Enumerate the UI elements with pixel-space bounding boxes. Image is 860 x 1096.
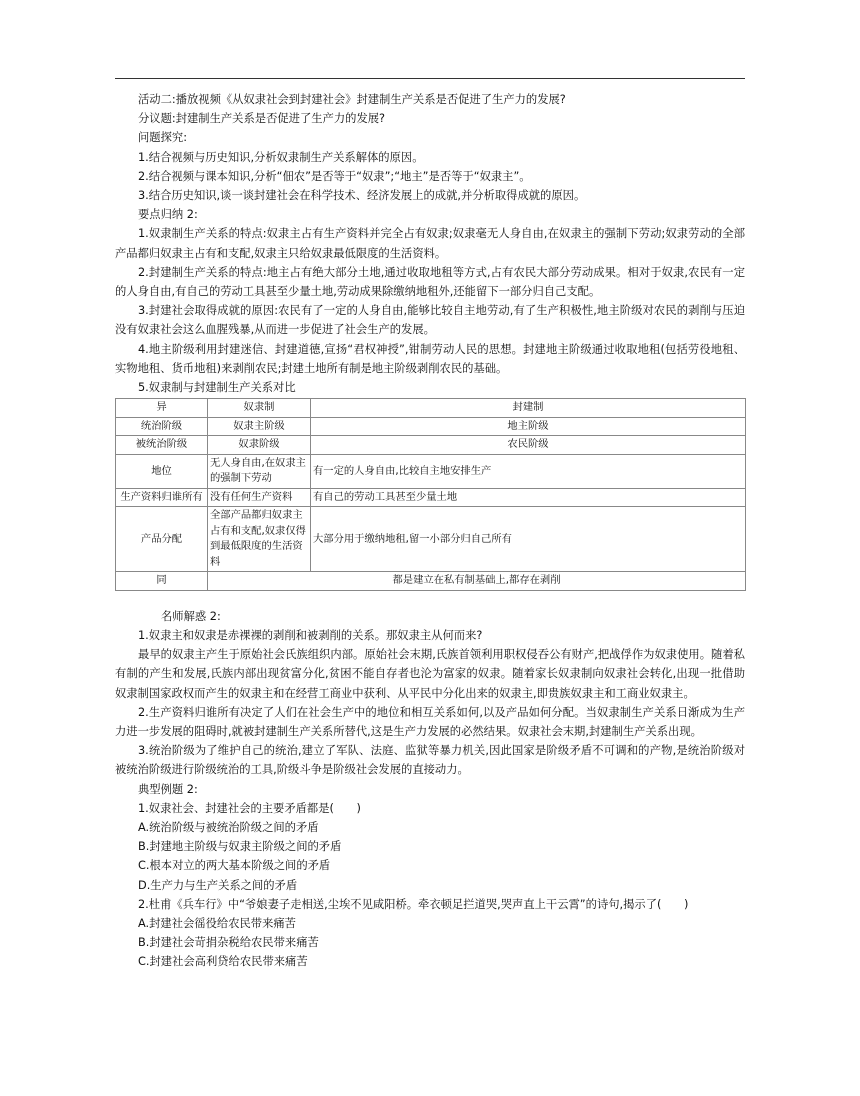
row-label: 被统治阶级: [116, 436, 208, 455]
feudal-cell: 大部分用于缴纳地租,留一小部分归自己所有: [311, 507, 746, 572]
activity-title: 活动二:播放视频《从奴隶社会到封建社会》封建制生产关系是否促进了生产力的发展?: [138, 93, 566, 106]
document-body: [115, 90, 745, 972]
slavery-cell: 无人身自由,在奴隶主的强制下劳动: [208, 454, 311, 488]
table-row: [116, 507, 746, 572]
table-header-cell: 奴隶制: [208, 399, 311, 418]
example-question: 2.杜甫《兵车行》中“爷娘妻子走相送,尘埃不见咸阳桥。牵衣顿足拦道哭,哭声直上干云霄”的诗句,揭示了( ): [138, 897, 689, 911]
teacher-paragraph: 最早的奴隶主产生于原始社会氏族组织内部。原始社会末期,氏族首领利用职权侵吞公有财产,把战俘作为奴隶使用。随着私有制的产生和发展,氏族内部出现贫富分化,贫困不能自存者也沦为富家的奴隶。随着家长奴隶制向奴隶社会转化,出现一批借助奴隶制国家政权而产生的奴隶主和在经营工商业中获利、从平民中分化出来的奴隶主,即贵族奴隶主和工商业奴隶主。: [115, 648, 745, 700]
row-label: 生产资料归谁所有: [116, 488, 208, 507]
slavery-cell: 没有任何生产资料: [208, 488, 311, 507]
slavery-cell: 奴隶阶级: [208, 436, 311, 455]
examples-heading: 典型例题 2:: [138, 782, 198, 796]
table-row: [116, 436, 746, 455]
inquiry-question: 3.结合历史知识,谈一谈封建社会在科学技术、经济发展上的成就,并分析取得成就的原因。: [138, 189, 586, 203]
example-option: C.根本对立的两大基本阶级之间的矛盾: [138, 859, 331, 873]
inquiry-question: 1.结合视频与历史知识,分析奴隶制生产关系解体的原因。: [138, 150, 424, 164]
slavery-cell: 奴隶主阶级: [208, 417, 311, 436]
summary-point: 3.封建社会取得成就的原因:农民有了一定的人身自由,能够比较自主地劳动,有了生产积极性,地主阶级对农民的剥削与压迫没有奴隶社会这么血腥残暴,从而进一步促进了社会生产的发展。: [115, 304, 745, 337]
example-question: 1.奴隶社会、封建社会的主要矛盾都是( ): [138, 801, 361, 815]
teacher-paragraph: 1.奴隶主和奴隶是赤裸裸的剥削和被剥削的关系。那奴隶主从何而来?: [138, 628, 483, 642]
example-option: A.统治阶级与被统治阶级之间的矛盾: [138, 820, 319, 834]
activity-subtopic: 分议题:封建制生产关系是否促进了生产力的发展?: [138, 112, 386, 126]
feudal-cell: 有自己的劳动工具甚至少量土地: [311, 488, 746, 507]
header-rule: [115, 78, 745, 79]
summary-point: 2.封建制生产关系的特点:地主占有绝大部分土地,通过收取地租等方式,占有农民大部分劳动成果。相对于奴隶,农民有一定的人身自由,有自己的劳动工具甚至少量土地,劳动成果除缴纳地租外,还能留下一部分归自己支配。: [115, 265, 745, 299]
example-option: B.封建社会苛捐杂税给农民带来痛苦: [138, 936, 319, 950]
table-row: [116, 488, 746, 507]
teacher-heading: 名师解惑 2:: [161, 609, 221, 623]
row-label: 产品分配: [116, 507, 208, 572]
example-option: D.生产力与生产关系之间的矛盾: [138, 878, 298, 892]
teacher-paragraph: 2.生产资料归谁所有决定了人们在社会生产中的地位和相互关系如何,以及产品如何分配。当奴隶制生产关系日渐成为生产力进一步发展的阻碍时,就被封建制生产关系所替代,这是生产力发展的必然结果。奴隶社会末期,封建制生产关系出现。: [115, 705, 745, 738]
same-text: 都是建立在私有制基础上,都存在剥削: [208, 572, 746, 591]
example-option: A.封建社会徭役给农民带来痛苦: [138, 917, 296, 930]
row-label: 地位: [116, 454, 208, 488]
slavery-cell: 全部产品都归奴隶主占有和支配,奴隶仅得到最低限度的生活资料: [208, 507, 311, 572]
row-label: 统治阶级: [116, 417, 208, 436]
table-header-cell: 异: [116, 399, 208, 418]
teacher-paragraph: 3.统治阶级为了维护自己的统治,建立了军队、法庭、监狱等暴力机关,因此国家是阶级矛盾不可调和的产物,是统治阶级对被统治阶级进行阶级统治的工具,阶级斗争是阶级社会发展的直接动力。: [115, 744, 745, 777]
comparison-table: [115, 398, 746, 591]
table-caption: 5.奴隶制与封建制生产关系对比: [138, 381, 296, 395]
summary-heading: 要点归纳 2:: [138, 208, 198, 222]
same-label: 同: [116, 572, 208, 591]
feudal-cell: 有一定的人身自由,比较自主地安排生产: [311, 454, 746, 488]
inquiry-heading: 问题探究:: [138, 131, 187, 145]
table-header-cell: 封建制: [311, 399, 746, 418]
example-option: C.封建社会高利贷给农民带来痛苦: [138, 955, 308, 969]
inquiry-question: 2.结合视频与课本知识,分析“佃农”是否等于“奴隶”;“地主”是否等于“奴隶主”。: [138, 169, 531, 183]
table-header-row: [116, 399, 746, 418]
example-option: B.封建地主阶级与奴隶主阶级之间的矛盾: [138, 840, 342, 854]
table-same-row: [116, 572, 746, 591]
summary-point: 1.奴隶制生产关系的特点:奴隶主占有生产资料并完全占有奴隶;奴隶毫无人身自由,在奴隶主的强制下劳动;奴隶劳动的全部产品都归奴隶主占有和支配,奴隶主只给奴隶最低限度的生活资料。: [115, 227, 745, 260]
feudal-cell: 农民阶级: [311, 436, 746, 455]
feudal-cell: 地主阶级: [311, 417, 746, 436]
table-row: [116, 417, 746, 436]
table-row: [116, 454, 746, 488]
summary-point: 4.地主阶级利用封建迷信、封建道德,宣扬“君权神授”,钳制劳动人民的思想。封建地主阶级通过收取地租(包括劳役地租、实物地租、货币地租)来剥削农民;封建土地所有制是地主阶级剥削农民的基础。: [115, 342, 745, 375]
